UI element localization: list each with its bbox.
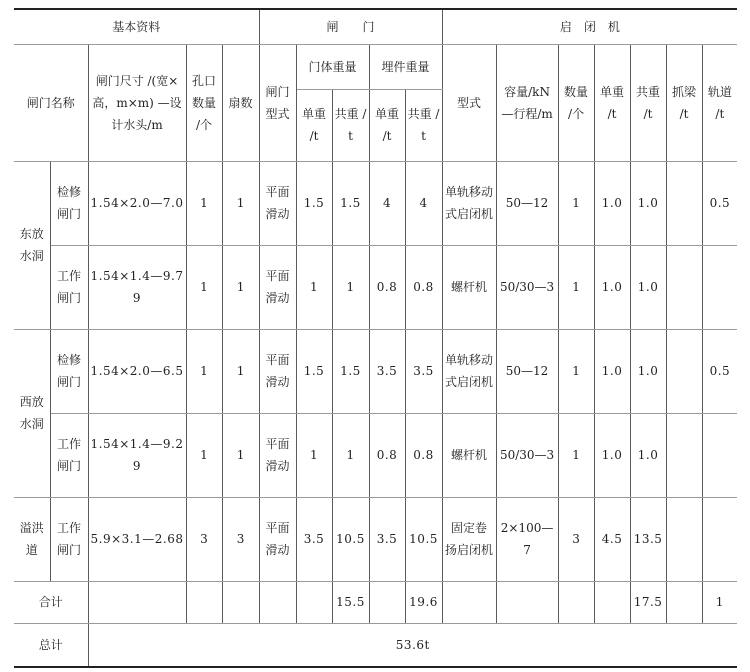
gate-total-cell: 10.5 [332, 497, 369, 581]
group-spillway: 溢洪 道 [14, 497, 50, 581]
gate-type-cell: 平面 滑动 [259, 497, 296, 581]
subtotal-track: 1 [702, 581, 737, 623]
leaves-cell: 1 [222, 245, 259, 329]
hoist-total-cell: 1.0 [630, 413, 666, 497]
hoist-type-cell: 螺杆机 [442, 413, 496, 497]
subtotal-gate-total: 15.5 [332, 581, 369, 623]
empty-cell [666, 581, 702, 623]
header-hoist-type: 型式 [442, 44, 496, 161]
hoist-qty-cell: 1 [558, 413, 594, 497]
header-gate-body-weight: 门体重量 [296, 44, 369, 89]
leaves-cell: 1 [222, 413, 259, 497]
grab-beam-cell [666, 329, 702, 413]
leaves-cell: 1 [222, 329, 259, 413]
header-gate-name: 闸门名称 [14, 44, 88, 161]
holes-cell: 3 [186, 497, 222, 581]
header-basic-info: 基本资料 [14, 9, 259, 44]
embedded-total-cell: 3.5 [405, 329, 442, 413]
track-cell: 0.5 [702, 161, 737, 245]
hoist-unit-cell: 1.0 [594, 245, 630, 329]
capacity-cell: 50/30—3 [496, 245, 558, 329]
subtotal-hoist-total: 17.5 [630, 581, 666, 623]
gate-name-cell: 工作 闸门 [50, 497, 88, 581]
hoist-type-cell: 单轨移动 式启闭机 [442, 161, 496, 245]
embedded-total-cell: 0.8 [405, 245, 442, 329]
table-row [14, 497, 737, 581]
capacity-cell: 2×100—7 [496, 497, 558, 581]
subtotal-label: 合计 [14, 581, 88, 623]
embedded-unit-cell: 3.5 [369, 329, 405, 413]
header-hoist-qty: 数量 /个 [558, 44, 594, 161]
track-cell [702, 245, 737, 329]
leaves-cell: 3 [222, 497, 259, 581]
gate-type-cell: 平面 滑动 [259, 413, 296, 497]
grab-beam-cell [666, 497, 702, 581]
empty-cell [558, 581, 594, 623]
grand-total-row [14, 623, 737, 667]
empty-cell [296, 581, 332, 623]
subtotal-embedded-total: 19.6 [405, 581, 442, 623]
header-gate-type: 闸门 型式 [259, 44, 296, 161]
gate-total-cell: 1.5 [332, 161, 369, 245]
empty-cell [594, 581, 630, 623]
gate-total-cell: 1 [332, 245, 369, 329]
gate-unit-cell: 1 [296, 245, 332, 329]
gate-type-cell: 平面 滑动 [259, 245, 296, 329]
hoist-qty-cell: 3 [558, 497, 594, 581]
grab-beam-cell [666, 245, 702, 329]
gate-size-cell: 1.54×1.4—9.79 [88, 245, 186, 329]
gate-type-cell: 平面 滑动 [259, 161, 296, 245]
gate-total-cell: 1.5 [332, 329, 369, 413]
hoist-qty-cell: 1 [558, 329, 594, 413]
gate-size-cell: 1.54×1.4—9.29 [88, 413, 186, 497]
header-embedded-unit-weight: 单重 /t [369, 89, 405, 161]
hoist-total-cell: 1.0 [630, 245, 666, 329]
hoist-unit-cell: 1.0 [594, 161, 630, 245]
grand-total-value: 53.6t [88, 623, 737, 667]
table-row [14, 413, 737, 497]
capacity-cell: 50—12 [496, 161, 558, 245]
hoist-type-cell: 固定卷 扬启闭机 [442, 497, 496, 581]
header-row-main [14, 44, 737, 89]
table-row [14, 329, 737, 413]
header-gate-unit-weight: 单重 /t [296, 89, 332, 161]
embedded-total-cell: 0.8 [405, 413, 442, 497]
embedded-unit-cell: 0.8 [369, 413, 405, 497]
gate-total-cell: 1 [332, 413, 369, 497]
empty-cell [369, 581, 405, 623]
hoist-type-cell: 螺杆机 [442, 245, 496, 329]
gate-unit-cell: 1 [296, 413, 332, 497]
header-embedded-weight: 埋件重量 [369, 44, 442, 89]
header-hoist-unit-weight: 单重 /t [594, 44, 630, 161]
gate-name-cell: 检修 闸门 [50, 329, 88, 413]
holes-cell: 1 [186, 161, 222, 245]
header-track: 轨道 /t [702, 44, 737, 161]
holes-cell: 1 [186, 245, 222, 329]
header-embedded-total-weight: 共重 /t [405, 89, 442, 161]
header-hoist-total-weight: 共重 /t [630, 44, 666, 161]
grab-beam-cell [666, 161, 702, 245]
header-row-groups [14, 9, 737, 44]
gate-unit-cell: 1.5 [296, 329, 332, 413]
group-west: 西放 水洞 [14, 329, 50, 497]
group-east: 东放 水洞 [14, 161, 50, 329]
empty-cell [259, 581, 296, 623]
gate-unit-cell: 3.5 [296, 497, 332, 581]
gate-size-cell: 1.54×2.0—7.0 [88, 161, 186, 245]
gate-size-cell: 1.54×2.0—6.5 [88, 329, 186, 413]
capacity-cell: 50—12 [496, 329, 558, 413]
header-capacity: 容量/kN —行程/m [496, 44, 558, 161]
gate-unit-cell: 1.5 [296, 161, 332, 245]
header-gate-total-weight: 共重 /t [332, 89, 369, 161]
gate-type-cell: 平面 滑动 [259, 329, 296, 413]
holes-cell: 1 [186, 413, 222, 497]
subtotal-row [14, 581, 737, 623]
header-hoist: 启 闭 机 [442, 9, 737, 44]
embedded-unit-cell: 3.5 [369, 497, 405, 581]
empty-cell [222, 581, 259, 623]
hoist-type-cell: 单轨移动 式启闭机 [442, 329, 496, 413]
embedded-total-cell: 4 [405, 161, 442, 245]
gate-name-cell: 检修 闸门 [50, 161, 88, 245]
header-leaf-count: 扇数 [222, 44, 259, 161]
empty-cell [496, 581, 558, 623]
empty-cell [442, 581, 496, 623]
grand-total-label: 总计 [14, 623, 88, 667]
gate-name-cell: 工作 闸门 [50, 245, 88, 329]
embedded-unit-cell: 4 [369, 161, 405, 245]
hoist-qty-cell: 1 [558, 245, 594, 329]
track-cell [702, 497, 737, 581]
embedded-unit-cell: 0.8 [369, 245, 405, 329]
gate-hoist-table [14, 8, 737, 668]
embedded-total-cell: 10.5 [405, 497, 442, 581]
capacity-cell: 50/30—3 [496, 413, 558, 497]
hoist-unit-cell: 1.0 [594, 413, 630, 497]
hoist-qty-cell: 1 [558, 161, 594, 245]
empty-cell [88, 581, 186, 623]
holes-cell: 1 [186, 329, 222, 413]
gate-size-cell: 5.9×3.1—2.68 [88, 497, 186, 581]
hoist-total-cell: 13.5 [630, 497, 666, 581]
table-row [14, 245, 737, 329]
table-row [14, 161, 737, 245]
hoist-total-cell: 1.0 [630, 161, 666, 245]
header-gate-size: 闸门尺寸 /(宽×高，m×m) —设计水头/m [88, 44, 186, 161]
leaves-cell: 1 [222, 161, 259, 245]
gate-name-cell: 工作 闸门 [50, 413, 88, 497]
hoist-unit-cell: 4.5 [594, 497, 630, 581]
hoist-unit-cell: 1.0 [594, 329, 630, 413]
header-hole-count: 孔口 数量 /个 [186, 44, 222, 161]
hoist-total-cell: 1.0 [630, 329, 666, 413]
empty-cell [186, 581, 222, 623]
track-cell [702, 413, 737, 497]
header-gate: 闸 门 [259, 9, 442, 44]
grab-beam-cell [666, 413, 702, 497]
track-cell: 0.5 [702, 329, 737, 413]
header-grab-beam: 抓梁 /t [666, 44, 702, 161]
